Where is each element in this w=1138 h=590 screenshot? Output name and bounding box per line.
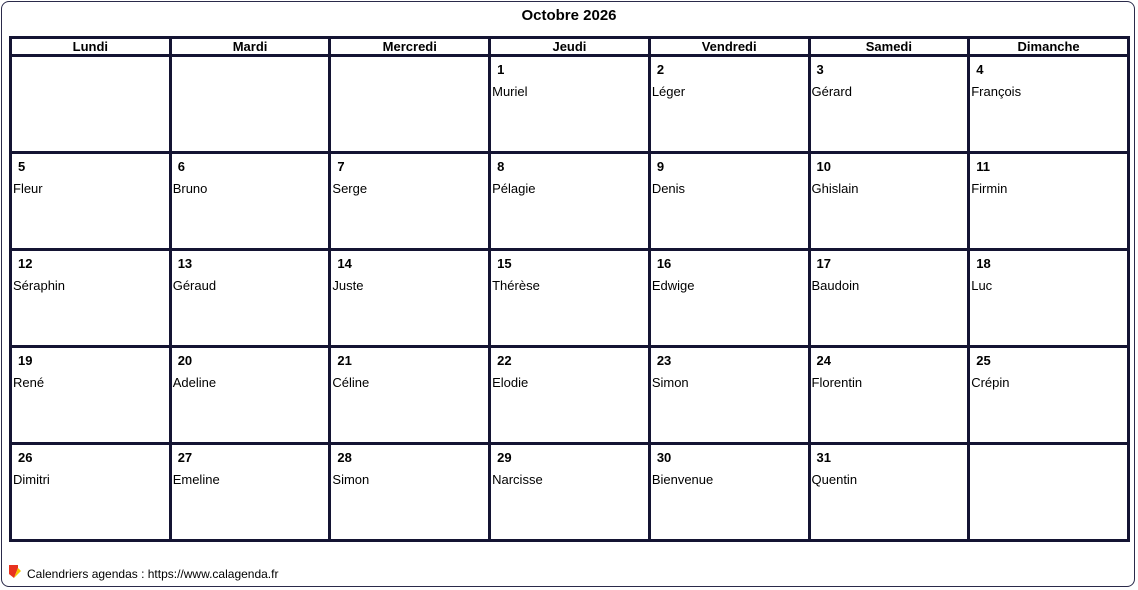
week-row [11,56,1129,153]
saint-name: Bruno [172,181,208,196]
empty-day-cell [330,56,490,153]
saint-name: Narcisse [492,472,543,487]
weekday-mardi: Mardi [170,38,330,56]
day-cell[interactable] [11,250,171,347]
day-number: 6 [177,159,185,174]
day-number: 29 [497,450,512,465]
saint-name: Fleur [13,181,43,196]
day-number: 3 [816,62,824,77]
day-cell[interactable] [11,347,171,444]
saint-name: Ghislain [811,181,859,196]
saint-name: Serge [332,181,368,196]
week-row [11,444,1129,541]
day-number: 22 [497,353,512,368]
saint-name: Luc [971,278,993,293]
saint-name: Léger [651,84,686,99]
empty-day-cell [969,444,1129,541]
day-number: 23 [656,353,672,368]
day-cell[interactable] [330,250,490,347]
day-cell[interactable] [330,153,490,250]
day-cell[interactable] [649,444,809,541]
day-cell[interactable] [969,347,1129,444]
day-cell[interactable] [170,347,330,444]
day-cell[interactable] [490,56,650,153]
calendar-title: Octobre 2026 [521,7,617,24]
footer-credit[interactable]: Calendriers agendas : https://www.calagenda.fr [27,567,279,581]
saint-name: Quentin [811,472,858,487]
day-cell[interactable] [490,347,650,444]
saint-name: Florentin [811,375,863,390]
saint-name: Thérèse [492,278,540,293]
day-cell[interactable] [330,347,490,444]
saint-name: Elodie [492,375,529,390]
day-number: 1 [497,62,505,77]
saint-name: François [971,84,1022,99]
day-number: 11 [976,159,990,174]
day-cell[interactable] [490,153,650,250]
saint-name: René [13,375,45,390]
week-row [11,250,1129,347]
weekday-vendredi: Vendredi [649,38,809,56]
weekday-samedi: Samedi [809,38,969,56]
day-number: 2 [656,62,665,77]
weekday-mercredi: Mercredi [330,38,490,56]
saint-name: Bienvenue [651,472,714,487]
day-number: 20 [177,353,193,368]
weekday-dimanche: Dimanche [969,38,1129,56]
day-cell[interactable] [809,444,969,541]
day-cell[interactable] [490,444,650,541]
day-cell[interactable] [969,250,1129,347]
day-number: 9 [656,159,665,174]
saint-name: Edwige [651,278,695,293]
saint-name: Gérard [811,84,852,99]
week-row [11,153,1129,250]
day-cell[interactable] [649,153,809,250]
day-number: 25 [976,353,991,368]
weekday-header-row [11,38,1129,56]
day-number: 19 [18,353,33,368]
day-number: 12 [18,256,33,271]
day-number: 7 [337,159,345,174]
day-cell[interactable] [11,153,171,250]
saint-name: Séraphin [13,278,66,293]
saint-name: Simon [332,472,370,487]
empty-day-cell [11,56,171,153]
day-cell[interactable] [649,250,809,347]
day-cell[interactable] [170,444,330,541]
day-cell[interactable] [809,56,969,153]
day-cell[interactable] [649,56,809,153]
day-number: 30 [656,450,672,465]
saint-name: Dimitri [13,472,50,487]
day-cell[interactable] [330,444,490,541]
day-number: 17 [816,256,831,271]
saint-name: Céline [332,375,370,390]
day-cell[interactable] [809,250,969,347]
day-number: 10 [816,159,831,174]
saint-name: Géraud [172,278,217,293]
empty-day-cell [170,56,330,153]
day-number: 4 [976,62,984,77]
day-number: 15 [497,256,512,271]
footer [9,566,278,582]
day-number: 13 [177,256,193,271]
day-cell[interactable] [11,444,171,541]
day-number: 27 [177,450,193,465]
saint-name: Pélagie [492,181,536,196]
day-number: 5 [18,159,26,174]
calendar-grid [9,36,1130,542]
week-row [11,347,1129,444]
day-number: 16 [656,256,672,271]
day-cell[interactable] [490,250,650,347]
day-number: 24 [816,353,831,368]
day-cell[interactable] [809,153,969,250]
saint-name: Simon [651,375,689,390]
day-cell[interactable] [969,153,1129,250]
day-number: 18 [976,256,991,271]
saint-name: Juste [332,278,364,293]
day-cell[interactable] [170,250,330,347]
day-number: 14 [337,256,352,271]
saint-name: Firmin [971,181,1008,196]
saint-name: Crépin [971,375,1010,390]
day-cell[interactable] [649,347,809,444]
calagenda-logo-icon [9,565,21,578]
saint-name: Muriel [492,84,528,99]
day-number: 21 [337,353,352,368]
saint-name: Denis [651,181,686,196]
day-number: 31 [816,450,831,465]
day-cell[interactable] [170,153,330,250]
day-cell[interactable] [809,347,969,444]
weekday-jeudi: Jeudi [490,38,650,56]
saint-name: Baudoin [811,278,860,293]
day-cell[interactable] [969,56,1129,153]
saint-name: Emeline [172,472,220,487]
day-number: 28 [337,450,352,465]
saint-name: Adeline [172,375,217,390]
day-number: 8 [497,159,505,174]
day-number: 26 [18,450,33,465]
weekday-lundi: Lundi [11,38,171,56]
